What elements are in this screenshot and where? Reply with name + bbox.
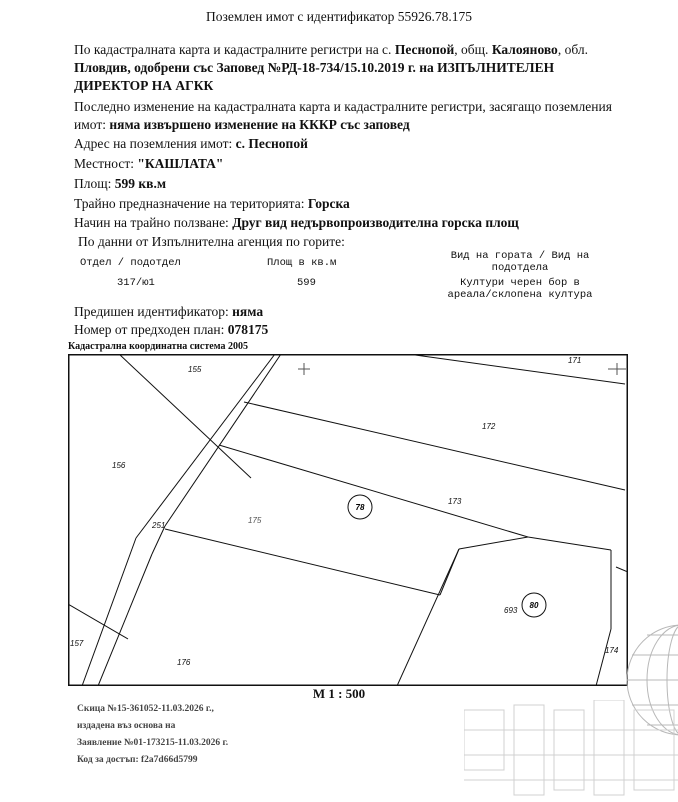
field-value: няма извършено изменение на КККР със заповед xyxy=(109,117,410,132)
map-scale: М 1 : 500 xyxy=(312,686,366,701)
parcel-label-156: 156 xyxy=(112,461,126,470)
table-cell-area: 599 xyxy=(297,277,316,289)
table-header-section: Отдел / подотдел xyxy=(80,257,181,269)
village-name: Песнопой xyxy=(394,42,455,57)
locality-row xyxy=(74,155,223,173)
field-label: имот: xyxy=(74,117,110,132)
address-row xyxy=(74,135,308,153)
parcel-label-176: 176 xyxy=(177,658,191,667)
table-cell-section: 317/ю1 xyxy=(117,277,155,289)
table-header-kind-1: Вид на гората / Вид на xyxy=(450,250,590,262)
locality-circle-80 xyxy=(522,593,546,617)
cadastre-line-2: Пловдив, одобрени със Заповед №РД-18-734/15.10.2019 г. на ИЗПЪЛНИТЕЛЕН xyxy=(74,60,555,75)
cadastre-line-1 xyxy=(74,41,588,59)
access-code-row xyxy=(77,755,198,765)
locality-number-80: 80 xyxy=(529,601,539,610)
table-cell-kind-1: Култури черен бор в xyxy=(460,277,580,289)
parcel-label-175: 175 xyxy=(248,516,262,525)
locality-number-78: 78 xyxy=(355,503,365,512)
text-segment: , общ. xyxy=(454,42,492,57)
text-segment: , обл. xyxy=(557,42,588,57)
field-value: Друг вид недървопроизводителна горска площ xyxy=(232,215,519,230)
locality-circle-78 xyxy=(348,495,372,519)
previous-id-row xyxy=(74,303,263,321)
sketch-number: Скица №15-361052-11.03.2026 г., xyxy=(77,704,214,714)
field-label: Трайно предназначение на територията: xyxy=(74,196,308,211)
last-change-value-line xyxy=(74,116,410,134)
field-label: Код за достъп: xyxy=(77,755,142,765)
parcel-label-155: 155 xyxy=(188,365,202,374)
forest-agency-heading: По данни от Изпълнителна агенция по горите: xyxy=(78,234,345,249)
table-header-area: Площ в кв.м xyxy=(267,257,337,269)
parcel-label-173: 173 xyxy=(448,497,462,506)
application-number: Заявление №01-173215-11.03.2026 г. xyxy=(77,738,229,748)
cadastre-line-3: ДИРЕКТОР НА АГКК xyxy=(74,78,214,93)
map-content-lines xyxy=(68,354,628,686)
field-value: Горска xyxy=(307,196,350,211)
access-code-value: f2a7d66d5799 xyxy=(141,755,198,765)
field-label: Номер от предходен план: xyxy=(74,322,228,337)
issued-basis: издадена въз основа на xyxy=(77,721,176,731)
usage-row xyxy=(74,214,519,232)
field-label: Адрес на поземления имот: xyxy=(74,136,236,151)
field-value: с. Песнопой xyxy=(235,136,308,151)
parcel-label-157: 157 xyxy=(70,639,84,648)
parcel-label-174: 174 xyxy=(605,646,619,655)
cadastral-map xyxy=(68,354,628,686)
table-header-kind-2: подотдела xyxy=(491,262,549,274)
previous-plan-row xyxy=(74,321,268,339)
field-value: 599 кв.м xyxy=(114,176,167,191)
field-value: 078175 xyxy=(227,322,269,337)
table-cell-kind-2: ареала/склопена култура xyxy=(447,289,593,301)
parcel-label-251: 251 xyxy=(152,521,166,530)
purpose-row xyxy=(74,195,350,213)
parcel-label-171: 171 xyxy=(568,356,582,365)
parcel-label-172: 172 xyxy=(482,422,496,431)
text-segment: По кадастралната карта и кадастралните регистри на с. xyxy=(74,42,395,57)
page-title: Поземлен имот с идентификатор 55926.78.175 xyxy=(206,9,472,24)
map-caption: Кадастрална координатна система 2005 xyxy=(68,341,248,352)
area-row xyxy=(74,175,166,193)
field-label: Площ: xyxy=(74,176,115,191)
field-label: Предишен идентификатор: xyxy=(74,304,233,319)
field-label: Начин на трайно ползване: xyxy=(74,215,233,230)
field-label: Местност: xyxy=(74,156,138,171)
field-value: няма xyxy=(232,304,264,319)
watermark-grid xyxy=(464,700,678,800)
parcel-label-693: 693 xyxy=(504,606,518,615)
last-change-line: Последно изменение на кадастралната карта и кадастралните регистри, засягащо поземления xyxy=(74,99,612,114)
field-value: "КАШЛАТА" xyxy=(137,156,224,171)
map-frame xyxy=(69,355,628,686)
municipality-name: Калояново xyxy=(491,42,558,57)
